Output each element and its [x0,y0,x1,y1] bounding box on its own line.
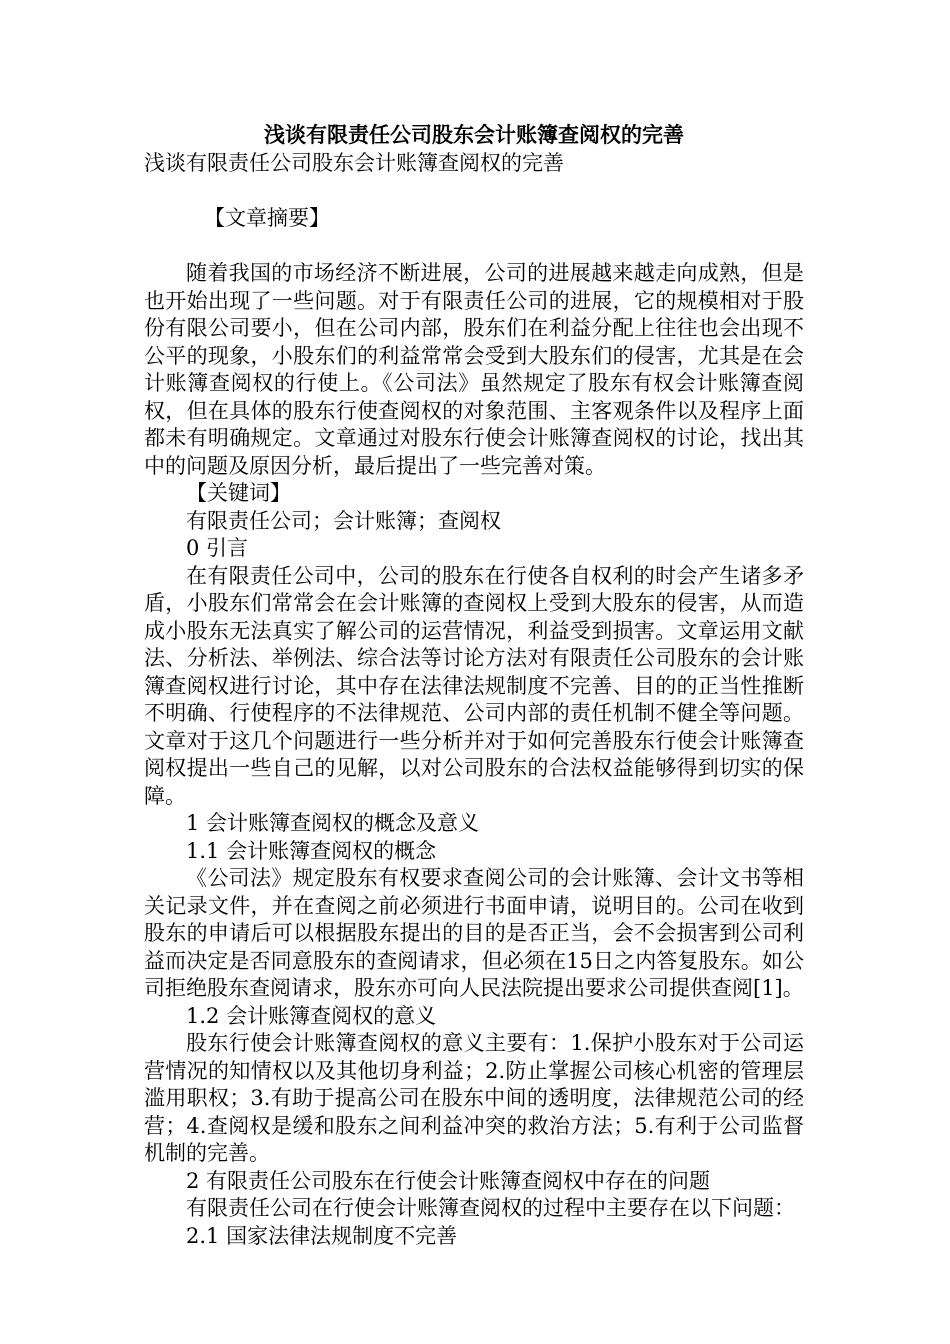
blank-line [144,178,804,206]
section-2-heading: 2 有限责任公司股东在行使会计账簿查阅权中存在的问题 [186,1168,711,1193]
section-1-heading: 1 会计账簿查阅权的概念及意义 [186,811,480,835]
section-0-paragraph: 在有限责任公司中，公司的股东在行使各自权利的时会产生诸多矛盾，小股东们常常会在会计账簿的查阅权上受到大股东的侵害，从而造成小股东无法真实了解公司的运营情况，利益受到损害。文章运用文献法、分析法、举例法、综合法等讨论方法对有限责任公司股东的会计账簿查阅权进行讨论，其中存在法律法规制度不完善、目的的正当性推断不明确、行使程序的不法律规范、公司内部的责任机制不健全等问题。文章对于这几个问题进行一些分析并对于如何完善股东行使会计账簿查阅权提出一些自己的见解，以对公司股东的合法权益能够得到切实的保障。 [144,563,804,808]
blank-line [144,233,804,261]
abstract-heading: 【文章摘要】 [204,206,330,230]
section-0-heading: 0 引言 [186,536,249,560]
section-2-paragraph: 有限责任公司在行使会计账簿查阅权的过程中主要存在以下问题： [186,1196,795,1220]
keywords-heading: 【关键词】 [186,481,291,505]
document-page [144,120,804,1250]
document-subtitle: 浅谈有限责任公司股东会计账簿查阅权的完善 [144,151,564,175]
document-title: 浅谈有限责任公司股东会计账簿查阅权的完善 [264,123,684,147]
keywords-text: 有限责任公司；会计账簿；查阅权 [186,508,501,533]
section-1-1-heading: 1.1 会计账簿查阅权的概念 [186,838,437,863]
section-1-1-paragraph: 《公司法》规定股东有权要求查阅公司的会计账簿、会计文书等相关记录文件，并在查阅之前必须进行书面申请，说明目的。公司在收到股东的申请后可以根据股东提出的目的是否正当，会不会损害到公司利益而决定是否同意股东的查阅请求，但必须在15日之内答复股东。如公司拒绝股东查阅请求，股东亦可向人民法院提出要求公司提供查阅[1]。 [144,866,804,1000]
section-1-2-paragraph: 股东行使会计账簿查阅权的意义主要有：1.保护小股东对于公司运营情况的知情权以及其他切身利益；2.防止掌握公司核心机密的管理层滥用职权；3.有助于提高公司在股东中间的透明度，法律规范公司的经营；4.查阅权是缓和股东之间利益冲突的救治方法；5.有利于公司监督机制的完善。 [144,1031,804,1165]
section-1-2-heading: 1.2 会计账簿查阅权的意义 [186,1003,437,1028]
section-2-1-heading: 2.1 国家法律法规制度不完善 [186,1223,458,1248]
abstract-paragraph: 随着我国的市场经济不断进展，公司的进展越来越走向成熟，但是也开始出现了一些问题。对于有限责任公司的进展，它的规模相对于股份有限公司要小，但在公司内部，股东们在利益分配上往往也会出现不公平的现象，小股东们的利益常常会受到大股东们的侵害，尤其是在会计账簿查阅权的行使上。《公司法》虽然规定了股东有权会计账簿查阅权，但在具体的股东行使查阅权的对象范围、主客观条件以及程序上面都未有明确规定。文章通过对股东行使会计账簿查阅权的讨论，找出其中的问题及原因分析，最后提出了一些完善对策。 [144,261,804,478]
